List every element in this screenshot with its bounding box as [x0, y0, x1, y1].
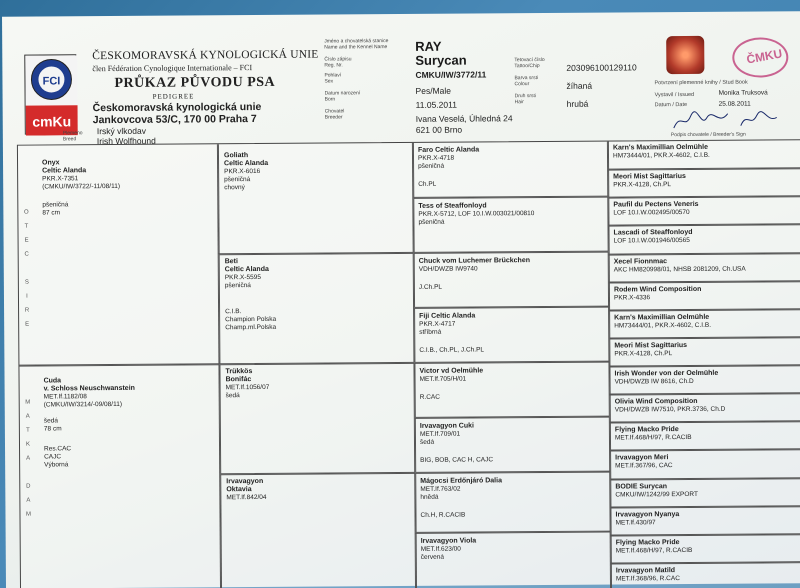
gen4-name: Irish Wonder von der Oelmühle	[614, 369, 719, 378]
gen3-titles	[421, 571, 607, 572]
sire-dam-title1: C.I.B.	[225, 308, 242, 316]
org-name: ČESKOMORAVSKÁ KYNOLOGICKÁ UNIE	[92, 48, 319, 63]
fci-member-line: člen Fédération Cynologique Internationale – FCI	[92, 63, 253, 74]
dog-name-line1: RAY	[415, 38, 442, 54]
breeder-address1: Ivana Veselá, Úhledná 24	[415, 113, 513, 124]
gen4-info	[613, 200, 800, 217]
dam-dam-reg: MET.If.842/04	[226, 493, 267, 502]
breeder-sign-label: Podpis chovatele / Breeder's Sign	[670, 131, 746, 139]
gen4-name: Irvavagyon Meri	[615, 454, 669, 462]
gen3-titles: C.I.B., Ch.PL, J.Ch.PL	[419, 346, 485, 354]
gen4-name: Karn's Maximillian Oelmühle	[614, 313, 710, 322]
gen4-cell	[608, 168, 800, 197]
gen4-reg: MET.If.468/H/97, R.CACIB	[615, 546, 693, 555]
gen4-name: Paufil du Pectens Veneris	[613, 201, 699, 209]
gen3-name: Irvavagyon Viola	[420, 537, 477, 545]
gen4-reg: LOF 10.I.W.001946/00565	[613, 237, 690, 245]
gen4-name: Meori Mist Sagittarius	[614, 341, 688, 350]
dam-dam-name2: Oktavia	[226, 486, 252, 494]
gen3-name: Irvavagyon Cuki	[419, 422, 474, 430]
gen4-cell	[610, 393, 800, 422]
reg-number: CMKU/IW/3772/11	[415, 69, 487, 80]
sire-reg2: (CMKU/IW/3722/-11/08/11)	[42, 182, 121, 191]
issuer-line2: Jankovcova 53/C, 170 00 Praha 7	[92, 113, 257, 127]
svg-text:cmKu: cmKu	[32, 113, 72, 130]
gen3-name: Chuck vom Luchemer Brückchen	[418, 257, 531, 265]
issuer-line1: Českomoravská kynologická unie	[92, 100, 262, 115]
gen3-reg: PKR.X-4717	[419, 320, 456, 328]
gen3-cell	[414, 252, 609, 308]
sire-dam-title3: Champ.ml.Polska	[225, 323, 277, 332]
dog-sex: Pes/Male	[415, 85, 452, 96]
gen4-cell	[610, 421, 800, 450]
colour-label: Barva srsti Colour	[514, 75, 539, 88]
date-label: Datum / Date	[654, 102, 688, 109]
gen4-reg: CMKU/IW/1242/99 EXPORT	[615, 490, 698, 499]
gen4-info	[615, 510, 800, 527]
sire-dam-reg: PKR.X-5595	[224, 273, 262, 282]
sire-sire-note: chovný	[224, 184, 245, 192]
dam-sire-info	[225, 367, 410, 400]
gen4-info	[614, 257, 800, 274]
dog-colour: žíhaná	[566, 80, 593, 91]
gen4-info	[614, 285, 800, 302]
gen3-info	[418, 202, 604, 237]
dam-sire-name1: Trükkös	[225, 368, 253, 376]
sire-reg: PKR.X-7351	[42, 175, 79, 183]
gen4-cell	[610, 450, 800, 479]
dam-size: 78 cm	[43, 425, 62, 433]
gen3-titles: J.Ch.PL	[418, 283, 443, 291]
pedigree-table	[17, 139, 800, 588]
gen3-reg: PKR.X-5712, LOF 10.I.W.003021/00810	[418, 210, 535, 218]
breeder-signature	[739, 107, 779, 131]
gen3-titles	[419, 236, 605, 237]
gen4-name: Karn's Maximillian Oelmühle	[612, 143, 708, 152]
stud-book-label: Potvrzení plemenné knihy / Stud Book	[654, 79, 748, 87]
gen4-name: BODIE Surycan	[615, 482, 668, 491]
gen4-info	[615, 482, 800, 499]
gen4-name: Irvavagyon Nyanya	[615, 510, 680, 519]
dam-reg2: (CMKU/IW/3214/-09/08/11)	[43, 400, 123, 409]
gen4-reg: HM73444/01, PKR.X-4602, C.I.B.	[614, 321, 712, 330]
dam-dam-name1: Irvavagyon	[226, 477, 264, 486]
dog-hair: hrubá	[566, 98, 589, 109]
stamp-text: ČMKU	[745, 46, 784, 67]
gen4-name: Olivia Wind Composition	[614, 398, 698, 406]
gen4-reg: PKR.X-4336	[613, 293, 651, 302]
gen4-info	[614, 229, 800, 246]
sire-name1: Onyx	[42, 159, 60, 167]
gen3-cell	[414, 307, 609, 363]
gen4-name: Irvavagyon Matild	[615, 566, 676, 575]
official-stamp	[732, 37, 788, 77]
sire-colour: pšeničná	[42, 201, 69, 209]
gen4-info	[613, 143, 800, 160]
gen3-name: Tess of Steaffonloyd	[418, 202, 487, 210]
gen3-titles: Ch.PL	[418, 180, 437, 188]
hair-label: Druh srsti Hair	[514, 93, 537, 106]
gen3-reg: VDH/DWZB IW9740	[418, 265, 478, 273]
gen3-info	[420, 422, 606, 465]
sire-side-label: O T E C S I R E	[24, 209, 30, 328]
gen3-reg: MET.If.709/01	[419, 430, 461, 438]
gen4-info	[614, 341, 800, 358]
gen4-cell	[609, 281, 800, 310]
gen4-reg: PKR.X-4128, Ch.PL	[613, 181, 672, 189]
gen3-reg: MET.If.623/00	[420, 545, 461, 553]
gen3-reg: PKR.X-4718	[417, 154, 455, 162]
issue-date: 25.08.2011	[718, 100, 751, 108]
gen4-reg: MET.If.368/96, R.CAC	[615, 574, 680, 583]
dam-dam-info	[226, 477, 411, 502]
ckmu-fci-logo	[24, 54, 77, 134]
sire-info	[42, 158, 212, 217]
gen3-colour: červená	[420, 553, 444, 561]
gen4-info	[614, 369, 800, 386]
dam-reg: MET.If.1182/08	[43, 393, 87, 401]
gen4-reg: AKC HM820998/01, NHSB 2081209, Ch.USA	[613, 265, 746, 274]
gen4-info	[615, 425, 800, 442]
breed-label: Plemeno Breed	[62, 130, 83, 143]
kennel-label: Jméno a chovatelská stanice Name and the Kennel Name	[324, 38, 389, 51]
doc-title: PRŮKAZ PŮVODU PSA	[114, 74, 276, 92]
gen3-cell	[415, 472, 610, 533]
dam-info	[44, 376, 215, 469]
gen4-cell	[608, 140, 800, 169]
gen3-name: Victor vd Oelmühle	[419, 367, 484, 375]
gen4-cell	[608, 196, 800, 225]
gen4-info	[615, 454, 800, 471]
chip-number: 203096100129110	[566, 62, 637, 73]
sire-dam-name1: Beti	[224, 258, 238, 266]
sire-name2: Celtic Alanda	[42, 167, 87, 175]
fci-logo-text: FCI	[42, 75, 61, 88]
dam-title1: Res.CAC	[44, 445, 72, 453]
gen4-cell	[609, 309, 800, 338]
doc-subtitle: PEDIGREE	[152, 92, 195, 101]
gen3-info	[419, 367, 605, 402]
dam-colour: šedá	[43, 417, 58, 425]
issuer-signature	[671, 108, 731, 134]
gen4-cell	[610, 478, 800, 507]
gen3-reg: MET.If.705/H/01	[419, 375, 467, 383]
sex-label: Pohlaví Sex	[324, 72, 342, 85]
breed-en: Irish Wolfhound	[96, 135, 156, 147]
dog-name	[415, 40, 467, 68]
gen3-colour: pšeničná	[418, 162, 445, 170]
sire-sire-name1: Goliath	[223, 152, 249, 160]
gen4-reg: LOF 10.I.W.002495/00570	[613, 209, 690, 217]
gen4-name: Xecel Fionnmac	[613, 257, 668, 266]
gen3-name: Mágocsi Erdőnjáró Dalia	[420, 477, 502, 485]
gen3-info	[419, 312, 605, 355]
gen4-reg: HM73444/01, PKR.X-4602, C.I.B.	[612, 151, 710, 160]
dam-title2: CAJC	[44, 453, 62, 461]
gen4-cell	[609, 337, 800, 366]
sire-size: 87 cm	[42, 209, 61, 217]
gen4-name: Flying Macko Pride	[614, 426, 679, 434]
gen4-name: Meori Mist Sagittarius	[613, 173, 686, 181]
sire-dam-name2: Celtic Alanda	[224, 265, 269, 274]
gen3-cell	[416, 532, 611, 588]
gen3-cell	[414, 362, 609, 418]
gen3-info	[421, 537, 607, 572]
sire-dam-info	[225, 257, 411, 332]
gen4-reg: VDH/DWZB IW7510, PKR.3736, Ch.D	[614, 405, 726, 414]
sire-dam-title2: Champion Polska	[225, 315, 277, 324]
gen4-cell	[610, 506, 800, 535]
breeder-label: Chovatel Breeder	[324, 108, 345, 121]
gen4-name: Flying Macko Pride	[615, 538, 680, 547]
gen3-cell	[413, 142, 608, 198]
dam-sire-colour: šedá	[225, 392, 240, 400]
dam-title3: Výborná	[44, 461, 69, 469]
gen4-cell	[609, 253, 800, 282]
sire-dam-colour: pšeničná	[224, 282, 251, 290]
gen3-colour: šedá	[419, 438, 435, 446]
gen4-reg: VDH/DWZB IW 8616, Ch.D	[614, 377, 694, 386]
dam-sire-name2: Bonifác	[225, 376, 252, 384]
gen4-cell	[608, 225, 800, 254]
gen4-name: Rodem Wind Composition	[613, 285, 702, 294]
gen3-colour: hnědá	[420, 493, 439, 501]
issued-label: Vystavil / Issued	[654, 91, 695, 99]
breeder-address2: 621 00 Brno	[415, 124, 463, 135]
gen3-titles: R.CAC	[419, 393, 440, 401]
gen3-colour: pšeničná	[418, 218, 445, 226]
sire-sire-reg: PKR.X-6016	[224, 167, 261, 176]
gen4-cell	[611, 534, 800, 563]
dam-side-label: M A T K A D A M	[25, 399, 32, 518]
gen3-info	[420, 477, 606, 520]
gen4-info	[616, 566, 800, 583]
gen4-info	[615, 397, 800, 414]
gen4-cell	[609, 365, 800, 394]
gen3-info	[419, 257, 605, 292]
gen3-colour: stříbrná	[419, 328, 442, 336]
dam-name2: v. Schloss Neuschwanstein	[43, 384, 135, 393]
sire-sire-colour: pšeničná	[224, 176, 251, 184]
sire-sire-info	[224, 151, 409, 192]
gen4-info	[613, 172, 800, 189]
gen4-info	[616, 538, 800, 555]
gen3-name: Fiji Celtic Alanda	[419, 312, 476, 320]
gen3-name: Faro Celtic Alanda	[417, 146, 480, 154]
sire-sire-name2: Celtic Alanda	[224, 159, 269, 168]
breed-cz: Irský vlkodav	[96, 125, 146, 137]
hologram-sticker	[666, 36, 704, 74]
issuer-name: Monika Truksová	[718, 89, 768, 97]
dam-name1: Cuda	[43, 377, 62, 385]
birth-date: 11.05.2011	[415, 99, 457, 110]
chip-label: Tetovací číslo Tattoo/Chip	[514, 57, 545, 70]
pedigree-document	[2, 11, 800, 588]
gen3-reg: MET.If.763/02	[420, 485, 461, 493]
born-label: Datum narození Born	[324, 90, 361, 103]
gen3-titles: BIG, BOB, CAC H, CAJC	[420, 456, 494, 464]
reg-label: Číslo zápisu Reg. Nr.	[324, 56, 352, 69]
gen3-cell	[415, 417, 610, 473]
dam-sire-reg: MET.If.1056/07	[225, 383, 270, 392]
gen3-titles: Ch.H, R.CACIB	[420, 511, 466, 519]
gen4-info	[614, 313, 800, 330]
gen3-info	[418, 146, 604, 189]
gen4-reg: MET.If.367/96, CAC	[615, 462, 673, 470]
gen4-reg: PKR.X-4128, Ch.PL	[614, 349, 673, 358]
gen4-reg: MET.If.468/H/97, R.CACIB	[614, 434, 692, 442]
gen4-cell	[611, 562, 800, 588]
gen4-reg: MET.If.430/97	[615, 518, 656, 527]
gen4-name: Lascadi of Steaffonloyd	[613, 229, 693, 237]
gen3-cell	[413, 197, 608, 253]
dog-name-line2: Surycan	[415, 52, 467, 68]
